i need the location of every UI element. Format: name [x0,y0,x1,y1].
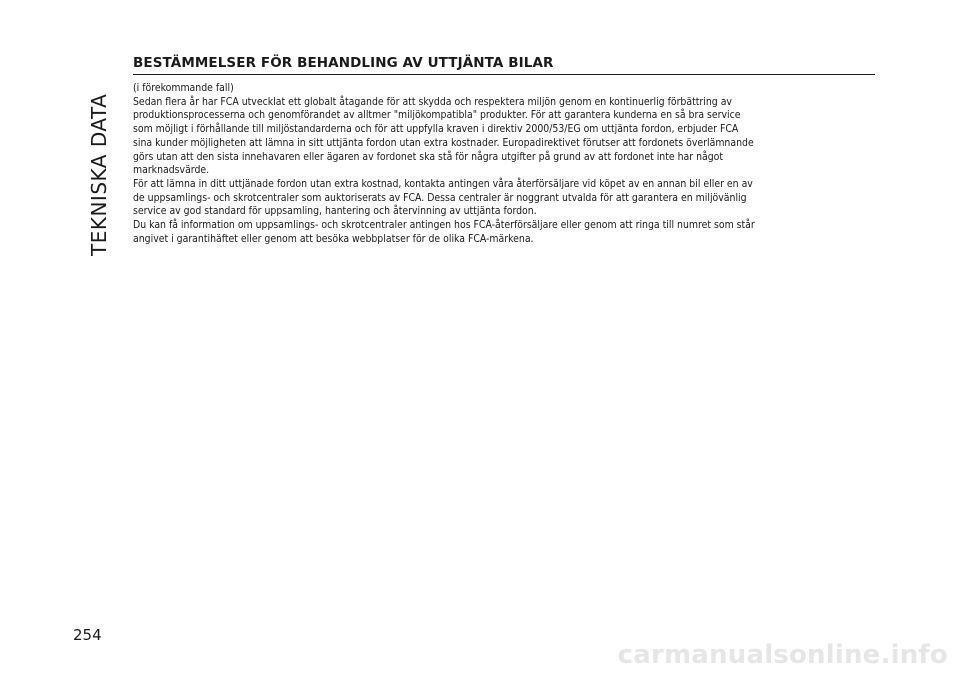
text-line: Sedan flera år har FCA utvecklat ett globalt åtagande för att skydda och respektera miljön genom en kontinuerlig förbättring av [133,95,732,108]
text-line: service av god standard för uppsamling, hantering och återvinning av uttjänta fordon. [133,205,537,218]
text-line: som möjligt i förhållande till miljöstandarderna och för att uppfylla kraven i direktiv 2000/53/EG om uttjänta fordon, erbjuder FCA [133,123,739,136]
text-line: görs utan att den sista innehavaren eller ägaren av fordonet ska stå för några utgifter på grund av att fordonet inte har något [133,150,724,163]
text-line: marknadsvärde. [133,164,210,177]
side-tab-label: TEKNISKA DATA [87,93,111,256]
paragraph-information [133,219,875,246]
text-line: För att lämna in ditt uttjänade fordon utan extra kostnad, kontakta antingen våra återförsäljare vid köpet av en annan bil eller en av [133,177,753,190]
section-body [133,82,875,246]
text-line: (i förekommande fall) [133,82,234,94]
text-line: sina kunder möjligheten att lämna in sitt uttjänta fordon utan extra kostnader. Europadirektivet förutser att fordonets överlämnande [133,136,754,149]
page-number: 254 [73,626,102,644]
text-line: de uppsamlings- och skrotcentraler som auktoriserats av FCA. Dessa centraler är noggrant utvalda för att garantera en miljövänlig [133,191,747,204]
side-tab [80,56,118,256]
paragraph-intro [133,96,875,178]
paragraph-note [133,82,875,96]
page-content [133,55,875,246]
watermark-text: carmanualsonline.info [617,640,948,670]
section-title: BESTÄMMELSER FÖR BEHANDLING AV UTTJÄNTA BILAR [133,55,875,75]
paragraph-return-vehicle [133,178,875,219]
text-line: Du kan få information om uppsamlings- och skrotcentraler antingen hos FCA-återförsäljare eller genom att ringa till numret som står [133,219,755,232]
text-line: angivet i garantihäftet eller genom att besöka webbplatser för de olika FCA-märkena. [133,232,534,245]
text-line: produktionsprocesserna och genomförandet av alltmer "miljökompatibla" produkter. För att garantera kunderna en så bra service [133,109,741,122]
